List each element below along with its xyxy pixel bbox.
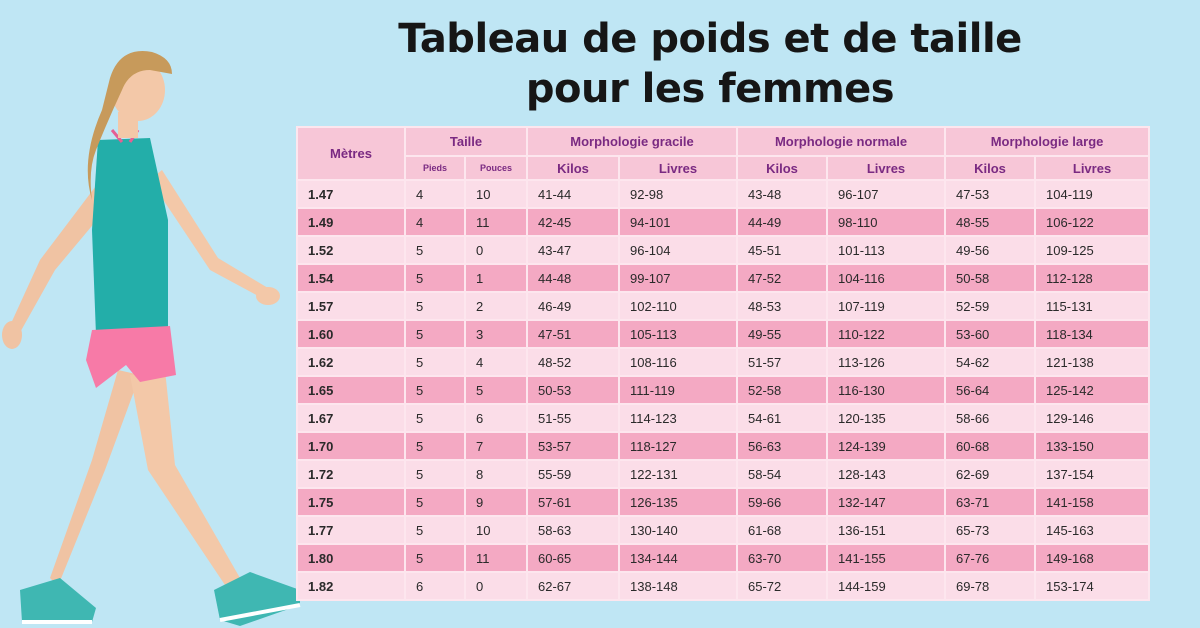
cell-pouces: 3 [465,320,527,348]
cell-livres-large: 137-154 [1035,460,1149,488]
cell-livres-large: 153-174 [1035,572,1149,600]
cell-kilos-normale: 65-72 [737,572,827,600]
table-row [297,572,1149,600]
cell-kilos-gracile: 41-44 [527,180,619,208]
cell-pieds: 5 [405,488,465,516]
cell-kilos-large: 67-76 [945,544,1035,572]
cell-pieds: 5 [405,544,465,572]
cell-livres-large: 145-163 [1035,516,1149,544]
cell-livres-gracile: 105-113 [619,320,737,348]
cell-livres-large: 118-134 [1035,320,1149,348]
cell-livres-gracile: 111-119 [619,376,737,404]
table-subheader-row [297,156,1149,180]
cell-pouces: 7 [465,432,527,460]
cell-pieds: 4 [405,180,465,208]
cell-livres-normale: 132-147 [827,488,945,516]
cell-kilos-gracile: 51-55 [527,404,619,432]
cell-metres: 1.80 [297,544,405,572]
header-morphologie-gracile: Morphologie gracile [527,127,737,156]
cell-pouces: 6 [465,404,527,432]
cell-kilos-normale: 58-54 [737,460,827,488]
cell-pieds: 5 [405,264,465,292]
cell-kilos-gracile: 43-47 [527,236,619,264]
cell-metres: 1.47 [297,180,405,208]
table-row [297,432,1149,460]
table-row [297,320,1149,348]
cell-livres-large: 106-122 [1035,208,1149,236]
cell-metres: 1.67 [297,404,405,432]
cell-livres-normale: 110-122 [827,320,945,348]
cell-pouces: 5 [465,376,527,404]
cell-pieds: 5 [405,236,465,264]
cell-livres-large: 109-125 [1035,236,1149,264]
cell-kilos-normale: 49-55 [737,320,827,348]
cell-livres-normale: 141-155 [827,544,945,572]
cell-kilos-large: 48-55 [945,208,1035,236]
cell-kilos-large: 52-59 [945,292,1035,320]
table-row [297,236,1149,264]
table-row [297,544,1149,572]
cell-kilos-large: 54-62 [945,348,1035,376]
cell-pouces: 2 [465,292,527,320]
cell-kilos-large: 56-64 [945,376,1035,404]
cell-pieds: 5 [405,432,465,460]
cell-kilos-large: 63-71 [945,488,1035,516]
cell-livres-normale: 104-116 [827,264,945,292]
cell-metres: 1.72 [297,460,405,488]
cell-livres-large: 104-119 [1035,180,1149,208]
header-kilos-normale: Kilos [737,156,827,180]
cell-pouces: 11 [465,208,527,236]
table-body [297,180,1149,600]
cell-livres-gracile: 118-127 [619,432,737,460]
cell-livres-gracile: 94-101 [619,208,737,236]
walking-woman-illustration [0,30,310,628]
cell-pieds: 4 [405,208,465,236]
header-livres-gracile: Livres [619,156,737,180]
table-row [297,376,1149,404]
cell-livres-large: 115-131 [1035,292,1149,320]
cell-kilos-gracile: 50-53 [527,376,619,404]
cell-livres-gracile: 122-131 [619,460,737,488]
cell-kilos-large: 50-58 [945,264,1035,292]
cell-metres: 1.62 [297,348,405,376]
header-livres-large: Livres [1035,156,1149,180]
header-metres: Mètres [297,127,405,180]
cell-pouces: 1 [465,264,527,292]
cell-pouces: 11 [465,544,527,572]
cell-livres-normale: 144-159 [827,572,945,600]
cell-pouces: 10 [465,180,527,208]
weight-height-table [296,126,1150,601]
cell-kilos-normale: 45-51 [737,236,827,264]
cell-livres-gracile: 138-148 [619,572,737,600]
cell-livres-large: 133-150 [1035,432,1149,460]
header-morphologie-large: Morphologie large [945,127,1149,156]
cell-metres: 1.82 [297,572,405,600]
header-pouces: Pouces [465,156,527,180]
cell-pouces: 0 [465,572,527,600]
cell-kilos-large: 58-66 [945,404,1035,432]
cell-kilos-gracile: 58-63 [527,516,619,544]
table-row [297,488,1149,516]
title-line-2: pour les femmes [525,66,895,112]
cell-livres-gracile: 126-135 [619,488,737,516]
cell-kilos-normale: 63-70 [737,544,827,572]
header-taille: Taille [405,127,527,156]
cell-pouces: 9 [465,488,527,516]
cell-kilos-large: 49-56 [945,236,1035,264]
cell-metres: 1.57 [297,292,405,320]
cell-kilos-normale: 47-52 [737,264,827,292]
cell-metres: 1.49 [297,208,405,236]
cell-livres-gracile: 134-144 [619,544,737,572]
cell-kilos-normale: 52-58 [737,376,827,404]
cell-pieds: 5 [405,516,465,544]
cell-kilos-gracile: 57-61 [527,488,619,516]
cell-pieds: 6 [405,572,465,600]
cell-kilos-large: 53-60 [945,320,1035,348]
cell-pouces: 8 [465,460,527,488]
cell-livres-normale: 98-110 [827,208,945,236]
cell-metres: 1.70 [297,432,405,460]
cell-livres-gracile: 99-107 [619,264,737,292]
table-row [297,208,1149,236]
cell-kilos-large: 62-69 [945,460,1035,488]
cell-kilos-large: 65-73 [945,516,1035,544]
title-line-1: Tableau de poids et de taille [398,16,1022,62]
cell-kilos-gracile: 46-49 [527,292,619,320]
cell-kilos-gracile: 60-65 [527,544,619,572]
cell-kilos-large: 47-53 [945,180,1035,208]
cell-kilos-gracile: 42-45 [527,208,619,236]
cell-kilos-normale: 48-53 [737,292,827,320]
cell-metres: 1.77 [297,516,405,544]
cell-livres-normale: 124-139 [827,432,945,460]
cell-kilos-gracile: 48-52 [527,348,619,376]
cell-kilos-gracile: 47-51 [527,320,619,348]
table-row [297,460,1149,488]
header-kilos-large: Kilos [945,156,1035,180]
cell-kilos-normale: 43-48 [737,180,827,208]
table-header-row [297,127,1149,156]
cell-pouces: 10 [465,516,527,544]
header-livres-normale: Livres [827,156,945,180]
cell-kilos-normale: 61-68 [737,516,827,544]
cell-livres-large: 149-168 [1035,544,1149,572]
header-kilos-gracile: Kilos [527,156,619,180]
cell-livres-normale: 101-113 [827,236,945,264]
cell-metres: 1.65 [297,376,405,404]
cell-kilos-gracile: 53-57 [527,432,619,460]
cell-pouces: 0 [465,236,527,264]
cell-livres-normale: 128-143 [827,460,945,488]
table-row [297,292,1149,320]
cell-metres: 1.54 [297,264,405,292]
cell-pieds: 5 [405,348,465,376]
cell-livres-gracile: 114-123 [619,404,737,432]
cell-pieds: 5 [405,320,465,348]
cell-livres-normale: 136-151 [827,516,945,544]
cell-metres: 1.52 [297,236,405,264]
cell-livres-gracile: 108-116 [619,348,737,376]
cell-kilos-large: 69-78 [945,572,1035,600]
cell-livres-large: 141-158 [1035,488,1149,516]
cell-livres-large: 112-128 [1035,264,1149,292]
header-morphologie-normale: Morphologie normale [737,127,945,156]
cell-pieds: 5 [405,292,465,320]
cell-kilos-normale: 51-57 [737,348,827,376]
cell-livres-normale: 116-130 [827,376,945,404]
header-pieds: Pieds [405,156,465,180]
cell-livres-large: 129-146 [1035,404,1149,432]
cell-livres-normale: 120-135 [827,404,945,432]
table-row [297,264,1149,292]
cell-kilos-normale: 44-49 [737,208,827,236]
cell-kilos-large: 60-68 [945,432,1035,460]
cell-livres-normale: 96-107 [827,180,945,208]
cell-livres-large: 125-142 [1035,376,1149,404]
cell-kilos-normale: 54-61 [737,404,827,432]
table-row [297,516,1149,544]
cell-metres: 1.60 [297,320,405,348]
table-row [297,180,1149,208]
cell-livres-gracile: 92-98 [619,180,737,208]
cell-pouces: 4 [465,348,527,376]
cell-pieds: 5 [405,376,465,404]
cell-livres-gracile: 130-140 [619,516,737,544]
cell-livres-normale: 113-126 [827,348,945,376]
page-title [300,14,1120,114]
cell-livres-gracile: 96-104 [619,236,737,264]
cell-pieds: 5 [405,404,465,432]
cell-kilos-normale: 59-66 [737,488,827,516]
cell-livres-large: 121-138 [1035,348,1149,376]
cell-livres-normale: 107-119 [827,292,945,320]
cell-metres: 1.75 [297,488,405,516]
cell-kilos-gracile: 62-67 [527,572,619,600]
cell-kilos-gracile: 44-48 [527,264,619,292]
cell-kilos-normale: 56-63 [737,432,827,460]
table-row [297,348,1149,376]
cell-kilos-gracile: 55-59 [527,460,619,488]
table-row [297,404,1149,432]
cell-pieds: 5 [405,460,465,488]
cell-livres-gracile: 102-110 [619,292,737,320]
